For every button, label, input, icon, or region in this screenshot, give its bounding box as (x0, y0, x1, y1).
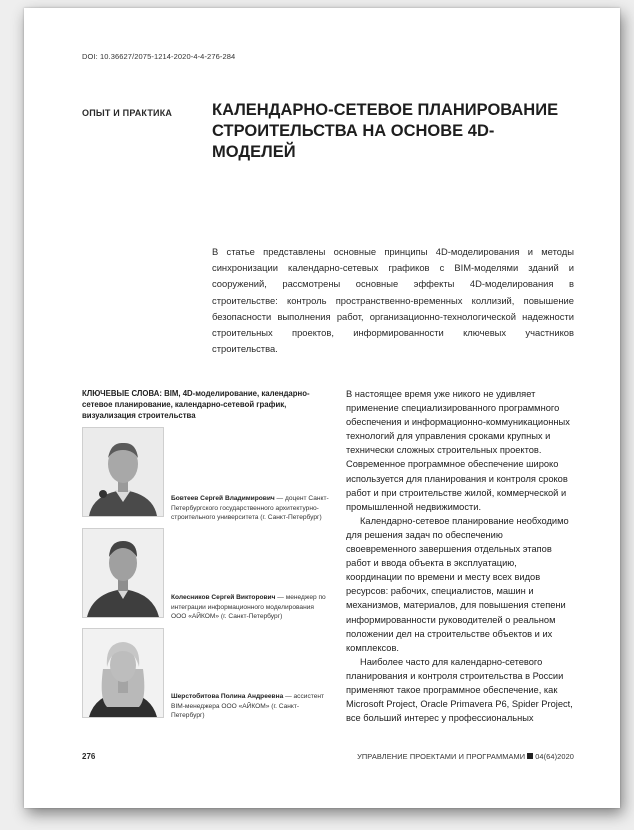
body-paragraph: Календарно-сетевое планирование необходимо для решения задач по обеспечению своевременного завершения отдельных этапов работ и ввода объекта в эксплуатацию, координации по времени и месту всех видов ресурсов: рабочих, специалистов, машин и механизмов, материалов, для повышения степени информированности руководителей о реальном положении дел на строительстве объектов и их комплексов. (346, 515, 569, 653)
author-name: Бовтеев Сергей Владимирович (171, 495, 275, 502)
journal-page (24, 8, 620, 808)
section-heading: ОПЫТ И ПРАКТИКА (82, 108, 173, 118)
author-photo-image (83, 529, 163, 617)
author-description: — ассистент BIM-менеджера ООО «АЙКОМ» (г. Санкт-Петербург) (171, 693, 325, 720)
author-description: — менеджер по интеграции информационного моделирования ООО «АЙКОМ» (г. Санкт-Петербург) (171, 594, 326, 621)
body-paragraph: В настоящее время уже никого не удивляет применение специализированного программного обеспечения и информационно-коммуникационных технологий для управления сроками крупных и технически сложных строительных проектов. Современное программное обеспечение широко используется для планирования и контроля сроков работ и при строительстве жилой, коммерческой и промышленной недвижимости. (346, 389, 570, 512)
author-photo (82, 427, 164, 517)
author-name: Колесников Сергей Викторович (171, 594, 276, 601)
keywords: КЛЮЧЕВЫЕ СЛОВА: BIM, 4D-моделирование, календарно-сетевое планирование, календарно-сетевой график, визуализация строительства (82, 389, 310, 420)
author-photo (82, 528, 164, 618)
author-description: — доцент Санкт-Петербургского государственного архитектурно-строительного университета (г. Санкт-Петербург) (171, 495, 329, 522)
body-paragraph: Наиболее часто для календарно-сетевого планирования и контроля строительства в России применяют такое программное обеспечение, как Microsoft Project, Oracle Primavera P6, Spider Project, все больший интерес у профессиональных (346, 656, 573, 724)
title-line: КАЛЕНДАРНО-СЕТЕВОЕ ПЛАНИРОВАНИЕ (212, 101, 559, 119)
title-line: СТРОИТЕЛЬСТВА НА ОСНОВЕ 4D-МОДЕЛЕЙ (212, 122, 495, 161)
author-photo (82, 628, 164, 718)
issue-number: 04(64)2020 (535, 752, 574, 761)
running-footer (357, 752, 574, 761)
author-name: Шерстобитова Полина Андреевна (171, 693, 284, 700)
square-separator-icon (527, 753, 533, 759)
author-info (171, 692, 331, 721)
page-number: 276 (82, 752, 96, 761)
journal-name: УПРАВЛЕНИЕ ПРОЕКТАМИ И ПРОГРАММАМИ (357, 752, 526, 761)
author-photo-image (83, 428, 163, 516)
author-info (171, 593, 331, 622)
article-body (346, 387, 574, 725)
article-title (212, 100, 572, 163)
doi: DOI: 10.36627/2075-1214-2020-4-4-276-284 (82, 52, 236, 61)
author-photo-image (83, 629, 163, 717)
author-info (171, 494, 331, 523)
abstract: В статье представлены основные принципы 4D-моделирования и методы синхронизации календарно-сетевых графиков с BIM-моделями зданий и сооружений, рассмотрены основные эффекты 4D-моделирования в строительстве: контроль пространственно-временных коллизий, повышение безопасности выполнения работ, организационно-технологической надежности строительных проектов, информированности ключевых участников строительства. (212, 246, 574, 355)
